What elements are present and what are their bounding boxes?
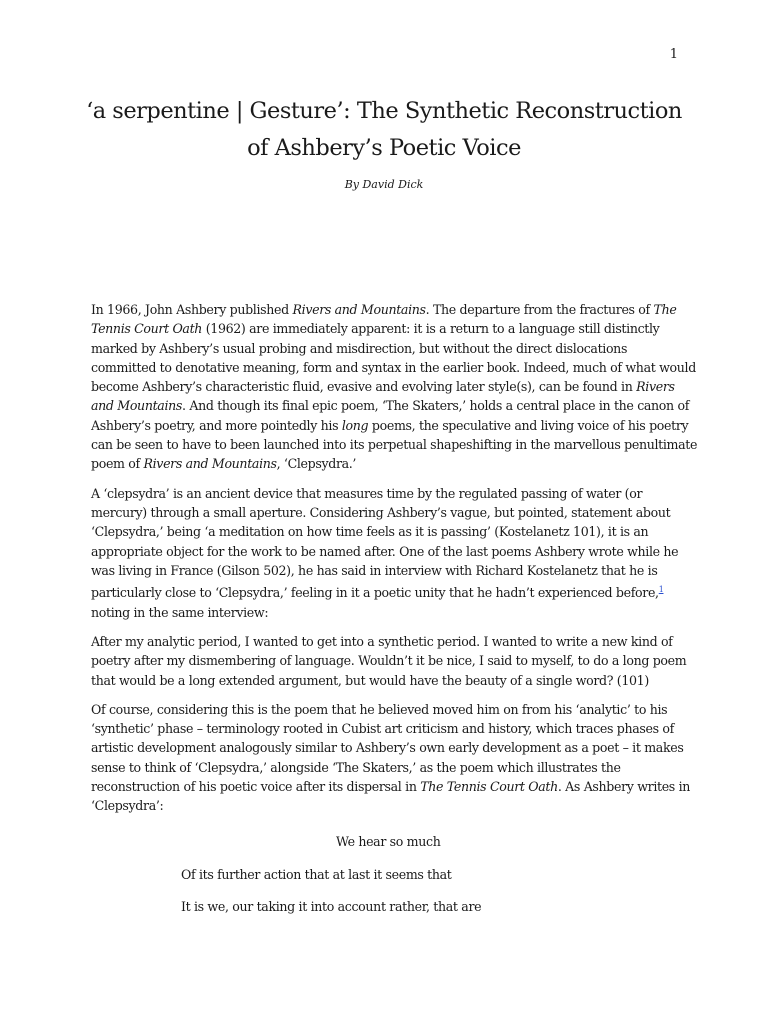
- text-line: After my analytic period, I wanted to get into a synthetic period. I wanted to write a new kind of: [91, 633, 673, 649]
- book-title: and Mountains: [91, 398, 183, 414]
- text-line: ‘Clepsydra’:: [91, 798, 164, 814]
- book-title: Rivers: [636, 379, 675, 395]
- text-run: . And though its final epic poem, ‘The Skaters,’ holds a central place in the canon of: [182, 398, 690, 414]
- document-title: [40, 93, 728, 167]
- paragraph-clepsydra: [91, 484, 691, 622]
- text-run: , ‘Clepsydra.’: [276, 456, 357, 472]
- text-run: . The departure from the fractures of: [425, 302, 654, 317]
- text-run: Ashbery’s poetry, and more pointedly his: [91, 417, 342, 433]
- text-line: [91, 454, 691, 473]
- article-body: [91, 300, 698, 826]
- text-line: [91, 300, 691, 319]
- text-line: committed to denotative meaning, form and syntax in the earlier book. Indeed, much of what would: [91, 359, 696, 375]
- page-number: 1: [669, 47, 678, 62]
- verse-line: It is we, our taking it into account rather, that are: [181, 899, 482, 914]
- book-title: The: [653, 302, 677, 317]
- footnote-link[interactable]: 1: [658, 585, 664, 595]
- text-run: reconstruction of his poetic voice after its dispersal in: [91, 779, 421, 795]
- text-line: that would be a long extended argument, but would have the beauty of a single word? (101): [91, 672, 649, 688]
- paragraph-synthetic: [91, 700, 691, 816]
- text-line: Of course, considering this is the poem that he believed moved him on from his ‘analytic’ to his: [91, 701, 668, 717]
- block-quote: [91, 632, 691, 690]
- text-line: [91, 377, 691, 396]
- verse-line: Of its further action that at last it seems that: [181, 867, 452, 882]
- verse-line: We hear so much: [336, 834, 441, 849]
- text-line: [91, 396, 691, 415]
- text-line: ‘synthetic’ phase – terminology rooted in Cubist art criticism and history, which traces phases of: [91, 721, 674, 737]
- text-line: [91, 580, 691, 602]
- paragraph-intro: [91, 300, 698, 474]
- title-line-1: ‘a serpentine | Gesture’: The Synthetic Reconstruction: [86, 98, 682, 124]
- text-line: artistic development analogously similar to Ashbery’s own early development as a poet – it makes: [91, 740, 684, 756]
- text-run: poem of: [91, 456, 144, 472]
- text-line: appropriate object for the work to be named after. One of the last poems Ashbery wrote while he: [91, 543, 679, 559]
- text-run: (1962) are immediately apparent: it is a return to a language still distinctly: [202, 321, 660, 337]
- text-line: was living in France (Gilson 502), he has said in interview with Richard Kostelanetz that he is: [91, 562, 658, 578]
- text-line: marked by Ashbery’s usual probing and misdirection, but without the direct dislocations: [91, 340, 628, 356]
- book-title: Rivers and Mountains: [292, 302, 426, 317]
- text-run: poems, the speculative and living voice of his poetry: [368, 417, 689, 433]
- text-line: [91, 416, 691, 435]
- text-run: particularly close to ‘Clepsydra,’ feeling in it a poetic unity that he hadn’t experienced before,: [91, 585, 659, 601]
- text-line: can be seen to have to been launched into its perpetual shapeshifting in the marvellous penultimate: [91, 437, 698, 453]
- text-line: poetry after my dismembering of language. Wouldn’t it be nice, I said to myself, to do a long poem: [91, 653, 687, 669]
- book-title: The Tennis Court Oath: [420, 779, 558, 795]
- text-line: [91, 777, 691, 796]
- text-run: . As Ashbery writes in: [557, 779, 691, 795]
- text-run: become Ashbery’s characteristic fluid, evasive and evolving later style(s), can be found in: [91, 379, 637, 395]
- book-title: Tennis Court Oath: [91, 321, 203, 337]
- text-line: mercury) through a small aperture. Considering Ashbery’s vague, but pointed, statement about: [91, 504, 671, 520]
- text-line: sense to think of ‘Clepsydra,’ alongside ‘The Skaters,’ as the poem which illustrates the: [91, 759, 621, 775]
- emphasis: long: [341, 417, 369, 433]
- text-line: ‘Clepsydra,’ being ‘a meditation on how time feels as it is passing’ (Kostelanetz 101), it is an: [91, 524, 649, 540]
- text-line: noting in the same interview:: [91, 604, 269, 620]
- text-line: [91, 319, 691, 338]
- byline: By David Dick: [344, 178, 424, 191]
- text-line: A ‘clepsydra’ is an ancient device that measures time by the regulated passing of water (or: [91, 485, 643, 501]
- title-line-2: of Ashbery’s Poetic Voice: [247, 135, 521, 161]
- book-title: Rivers and Mountains: [143, 456, 277, 472]
- text-run: In 1966, John Ashbery published: [91, 302, 293, 317]
